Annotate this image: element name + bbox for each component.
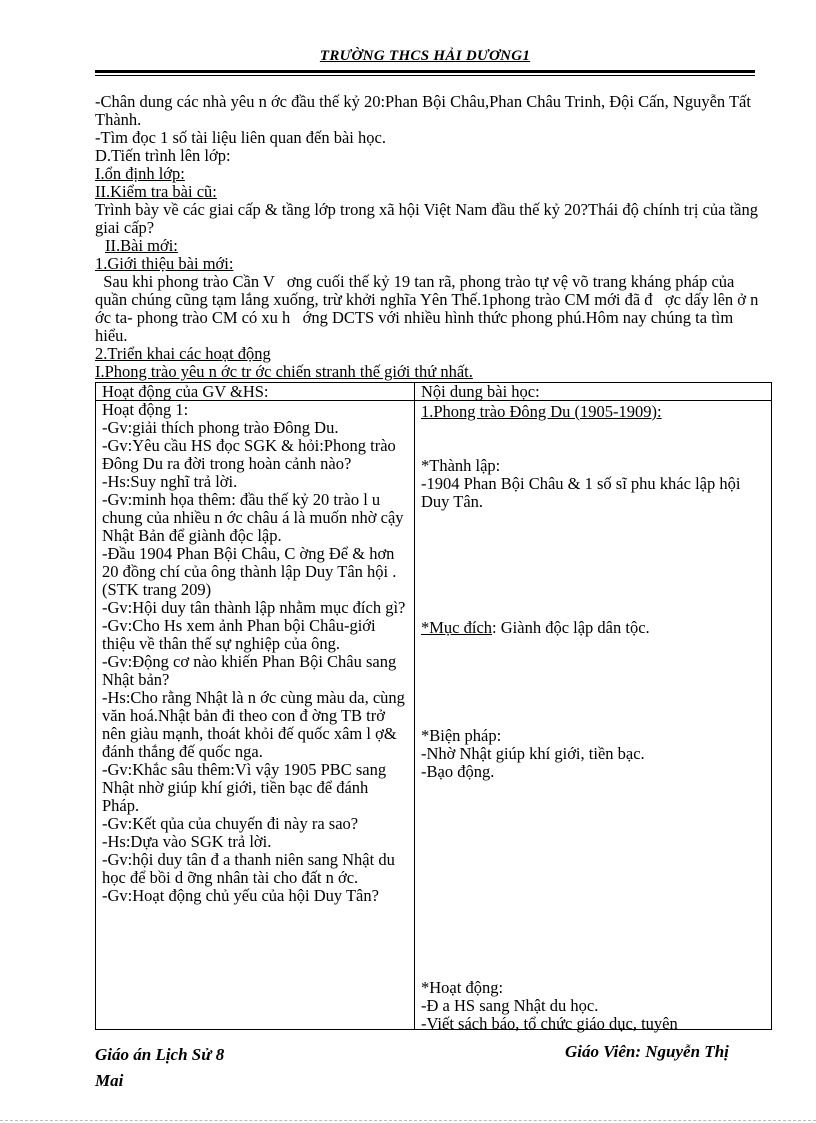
founding-label: *Thành lập: xyxy=(421,456,501,475)
section-new-lesson: II.Bài mới: xyxy=(105,236,178,255)
footer-teacher-lastname: Mai xyxy=(95,1071,124,1090)
activity-line: -Gv:Cho Hs xem ảnh Phan bội Châu-giới thiệu về thân thế sự nghiệp của ông. xyxy=(102,616,376,653)
purpose-label: *Mục đích xyxy=(421,618,493,637)
activity-line: -Hs:Cho rằng Nhật là n ớc cùng màu da, cùng văn hoá.Nhật bản đi theo con đ ờng TB trở nên giàu mạnh, thoát khỏi đế quốc xâm l ợ& đánh thắng đế quốc nga. xyxy=(102,688,405,761)
activity-item: -Viết sách báo, tổ chức giáo dục, tuyên xyxy=(421,1014,678,1033)
footer-teacher: Giáo Viên: Nguyễn Thị xyxy=(565,1042,729,1061)
activity-line: -Gv:Động cơ nào khiến Phan Bội Châu sang Nhật bản? xyxy=(102,652,397,689)
activity-line: -Đầu 1904 Phan Bội Châu, C ờng Để & hơn 20 đồng chí của ông thành lập Duy Tân hội .(STK trang 209) xyxy=(102,544,397,599)
subsection-activities: 2.Triển khai các hoạt động xyxy=(95,344,271,363)
activity-line: -Gv:Hoạt động chủ yếu của hội Duy Tân? xyxy=(102,886,379,905)
activity-label: *Hoạt động: xyxy=(421,978,504,997)
document-body xyxy=(95,92,771,381)
intro-line: D.Tiến trình lên lớp: xyxy=(95,146,231,165)
measures-label: *Biện pháp: xyxy=(421,726,502,745)
subsection-intro: 1.Giới thiệu bài mới: xyxy=(95,254,234,273)
lesson-table xyxy=(95,382,772,1033)
activity-line: -Hs:Suy nghĩ trả lời. xyxy=(102,472,238,491)
activity-line: -Gv:Yêu cầu HS đọc SGK & hỏi:Phong trào Đông Du ra đời trong hoàn cảnh nào? xyxy=(102,436,396,473)
col-header-activities: Hoạt động của GV &HS: xyxy=(96,383,415,401)
section-heading: I.Phong trào yêu n ớc tr ớc chiến stranh thế giới thứ nhất. xyxy=(95,362,473,381)
section-stabilize: I.ổn định lớp: xyxy=(95,164,185,183)
intro-line: -Chân dung các nhà yêu n ớc đầu thế kỷ 20:Phan Bội Châu,Phan Châu Trinh, Đội Cấn, Nguyễn Tất Thành. xyxy=(95,92,751,129)
founding-text: -1904 Phan Bội Châu & 1 số sĩ phu khác lập hội Duy Tân. xyxy=(421,474,741,511)
intro-paragraph: Sau khi phong trào Cần V ơng cuối thế kỷ 19 tan rã, phong trào tự vệ võ trang kháng pháp của quần chúng cũng tạm lắng xuống, trừ khởi nghĩa Yên Thế.1phong trào CM mới đã đ ợc dấy lên ở n ớc ta- phong trào CM có xu h ớng DCTS với nhiều hình thức phong phú.Hôm nay chúng ta tìm hiểu. xyxy=(95,272,771,345)
page-header-title: TRƯỜNG THCS HẢI DƯƠNG1 xyxy=(319,48,531,64)
content-heading: 1.Phong trào Đông Du (1905-1909): xyxy=(421,402,662,421)
review-question: Trình bày về các giai cấp & tầng lớp trong xã hội Việt Nam đầu thế kỷ 20?Thái độ chính trị của tầng giai cấp? xyxy=(95,200,758,237)
col-header-content: Nội dung bài học: xyxy=(415,383,772,401)
footer-lesson-title: Giáo án Lịch Sử 8 xyxy=(95,1045,225,1064)
activity-line: -Gv:Kết qủa của chuyến đi này ra sao? xyxy=(102,814,359,833)
activity-item: -Đ a HS sang Nhật du học. xyxy=(421,996,599,1015)
page-bottom-divider xyxy=(0,1120,816,1121)
purpose-block xyxy=(421,619,761,637)
activity-line: -Gv:hội duy tân đ a thanh niên sang Nhật du học để bồi d ỡng nhân tài cho đất n ớc. xyxy=(102,850,395,887)
measures-line: -Bạo động. xyxy=(421,762,495,781)
founding-block xyxy=(421,457,761,511)
activity-line: -Gv:Khắc sâu thêm:Vì vậy 1905 PBC sang Nhật nhờ giúp khí giới, tiền bạc để đánh Pháp. xyxy=(102,760,387,815)
measures-block xyxy=(421,727,761,781)
activity-line: Hoạt động 1: xyxy=(102,401,189,419)
section-review: II.Kiểm tra bài cũ: xyxy=(95,182,217,201)
activities-cell xyxy=(102,401,408,1029)
activity-line: -Gv:giải thích phong trào Đông Du. xyxy=(102,418,339,437)
content-cell xyxy=(421,401,765,1033)
activity-block xyxy=(421,979,761,1033)
header-rule-thick xyxy=(95,70,755,73)
measures-line: -Nhờ Nhật giúp khí giới, tiền bạc. xyxy=(421,744,645,763)
footer-left xyxy=(95,1042,295,1094)
activity-line: -Gv:minh họa thêm: đầu thế kỷ 20 trào l u chung của nhiều n ớc châu á là muốn nhờ cậy Nhật Bản để giành độc lập. xyxy=(102,490,404,545)
intro-line: -Tìm đọc 1 số tài liệu liên quan đến bài học. xyxy=(95,128,386,147)
purpose-text: : Giành độc lập dân tộc. xyxy=(492,618,650,637)
activity-line: -Gv:Hội duy tân thành lập nhằm mục đích gì? xyxy=(102,598,406,617)
activity-line: -Hs:Dựa vào SGK trả lời. xyxy=(102,832,272,851)
header-rule-thin xyxy=(95,75,755,76)
